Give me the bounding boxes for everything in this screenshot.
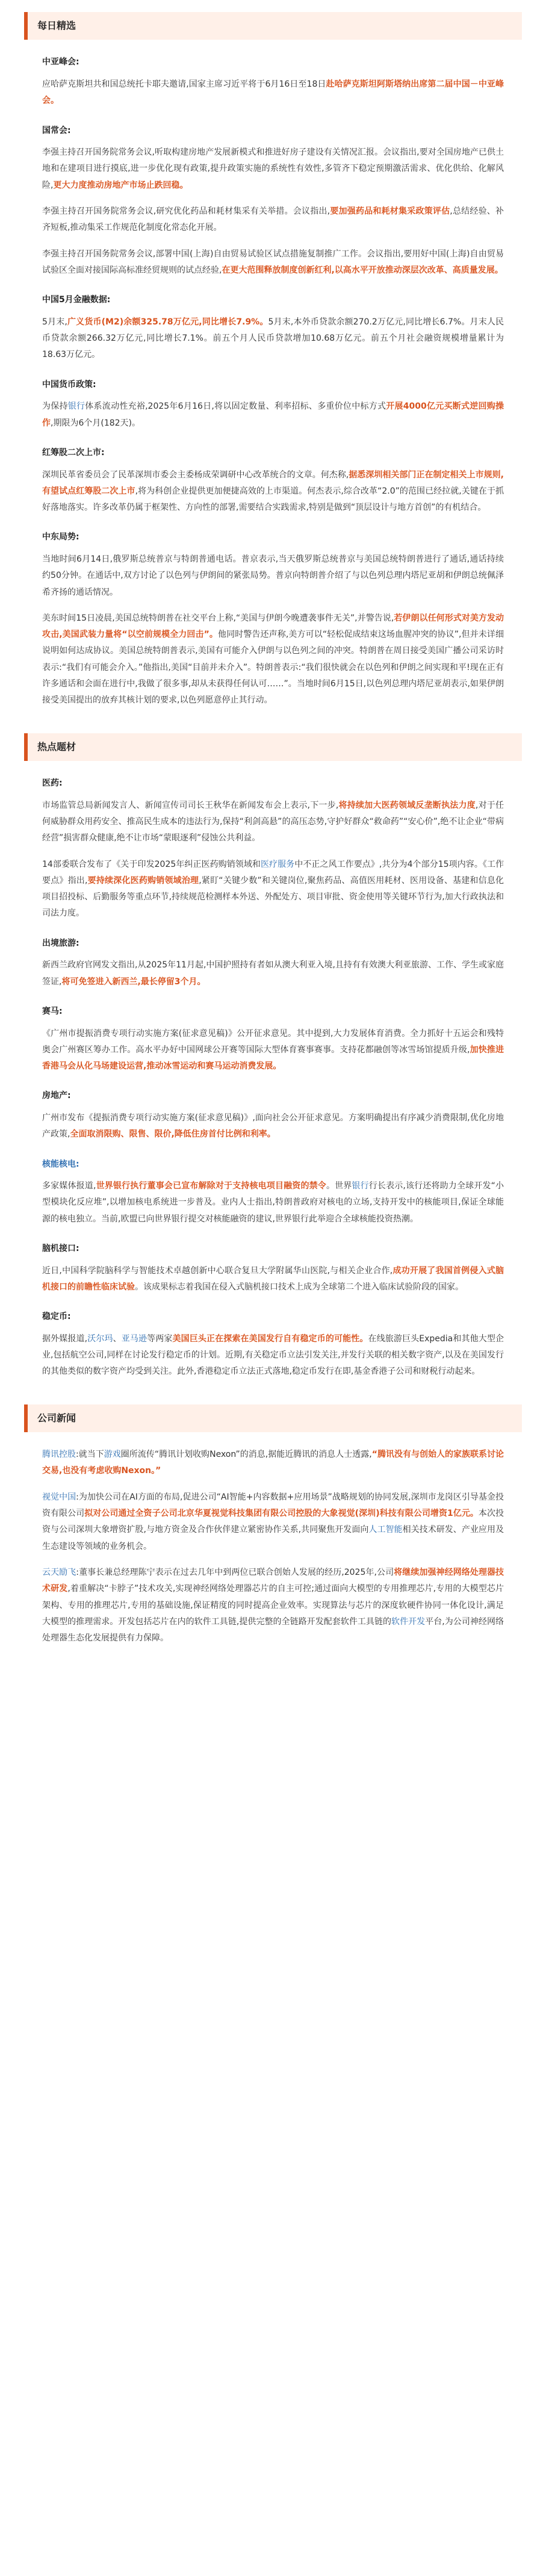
body-text: 在线旅游巨头Expedia和其他大型企业,包括航空公司,同样在讨论发行稳定币的计划。近期,有关稳定币立法引发关注,并发行关联的相关数字资产,以及在美国发行的其他类似的数字资产均受到关注。此外,香港稳定币立法正式落地,稳定币发行在即,基金香港子公司和财税行动起来。 [42,1333,504,1377]
body-text: 李强主持召开国务院常务会议,研究优化药品和耗材集采有关举措。会议指出, [42,206,330,217]
article-paragraph [42,314,504,364]
article-paragraph [42,1489,504,1555]
topic-subtitle: 出境旅游: [42,938,79,948]
highlight-text: 若伊朗以任何形式对美方发动攻击,美国武装力量将“以空前规模全力回击”。 [42,613,504,640]
body-text: 相关技术研发、产业应用及生态建设等领域的业务机会。 [42,1525,504,1551]
article-paragraph [42,467,504,517]
body-text: 广州市发布《提振消费专项行动实施方案(征求意见稿)》,面向社会公开征求意见。方案明确提出有序减少消费限制,优化房地产政策, [42,1113,504,1140]
article-paragraph [42,399,504,432]
article-paragraph [42,1110,504,1143]
stock-link[interactable]: 银行 [67,402,85,412]
body-text: :为加快公司在AI方面的布局,促进公司“AI智能+内容数据+应用场景”战略规划的协同发展,深圳市龙岗区引导基金投资有限公司 [42,1492,504,1519]
stock-link[interactable]: 云天励飞 [42,1567,76,1577]
article-paragraph [42,144,504,194]
article-paragraph [42,1026,504,1075]
article-paragraph [42,1447,504,1480]
body-text: 李强主持召开国务院常务会议,听取构建房地产发展新模式和推进好房子建设有关情况汇报。会议指出,要对全国房地产已供土地和在建项目进行摸底,进一步优化现有政策,提升政策实施的系统性有效性,多管齐下稳定预期激活需求、优化供给、化解风险, [42,147,504,190]
highlight-text: 世界银行执行董事会已宣布解除对于支持核电项目融资的禁令 [96,1181,326,1191]
section-title: 每日精选 [24,12,522,40]
topic-subtitle: 脑机接口: [42,1244,79,1254]
body-text: 美东时间15日凌晨,美国总统特朗普在社交平台上称,“美国与伊朗今晚遭袭事件无关”,并警告说, [42,613,394,623]
highlight-text: 要持续深化医药购销领域治理 [87,875,199,886]
highlight-text: 成功开展了我国首例侵入式脑机接口的前瞻性临床试验 [42,1265,504,1292]
stock-link[interactable]: 亚马逊 [121,1333,147,1344]
article-paragraph [42,957,504,990]
body-text: 14部委联合发布了《关于印发2025年纠正医药购销领域和 [42,859,261,869]
section-spacer [0,1390,546,1404]
body-text: 他同时警告还声称,美方可以“轻松促成结束这场血腥冲突的协议”,但并未详细说明如何达成协议。美国总统特朗普表示,美国有可能介入伊朗与以色列之间的冲突。特朗普在周日接受美国广播公司采访时表示:“我们有可能会介入。”他指出,美国“目前并未介入”。特朗普表示:“我们很快就会在以色列和伊朗之间实现和平!现在正有许多通话和会面在进行中,我做了很多事,却从未获得任何认可……”。当地时间6月15日,以色列总理内塔尼亚胡表示,如果伊朗接受美国提出的放弃其核计划的要求,以色列愿意停止其行动。 [42,630,504,706]
stock-link[interactable]: 医疗服务 [260,859,295,869]
body-text: 本次投资与公司深圳大象增资扩股,与地方资金及合作伙伴建立紧密协作关系,共同聚焦开发面向 [42,1509,504,1535]
topic-subtitle: 核能核电: [42,1159,79,1169]
topic-subtitle: 赛马: [42,1006,63,1016]
highlight-text: 广义货币(M2)余额325.78万亿元,同比增长7.9%。 [67,317,268,327]
highlight-text: 全面取消限购、限售、限价,降低住房首付比例和利率。 [70,1129,276,1140]
highlight-text: 在更大范围释放制度创新红利,以高水平开放推动深层次改革、高质量发展。 [222,265,503,275]
section-title: 公司新闻 [24,1404,522,1432]
body-text: 5月末, [42,317,67,327]
article-paragraph [42,1263,504,1296]
body-text: 近日,中国科学院脑科学与智能技术卓越创新中心联合复旦大学附属华山医院,与相关企业合作, [42,1265,393,1276]
body-text: :董事长兼总经理陈宁表示在过去几年中到两位已联合创始人发展的经历,2025年,公司 [76,1567,394,1577]
highlight-text: 将可免签进入新西兰,最长停留3个月。 [61,976,206,987]
body-text: 体系流动性充裕,2025年6月16日,将以固定数量、利率招标、多重价位中标方式 [85,402,386,412]
body-text: ,总结经验、补齐短板,推动集采工作规范化制度化常态化开展。 [42,206,504,233]
article-paragraph [42,1178,504,1227]
body-text: 、 [113,1333,122,1344]
body-text: 据外媒报道, [42,1333,88,1344]
article-paragraph [42,610,504,709]
body-text: 新西兰政府官网发文指出,从2025年11月起,中国护照持有者如从澳大利亚入境,且持有有效澳大利亚旅游、工作、学生或家庭签证, [42,960,504,987]
highlight-text: 更大力度推动房地产市场止跌回稳。 [53,180,188,190]
body-text: ,对于任何威胁群众用药安全、推高民生成本的违法行为,保持“利剑高悬”的高压态势,守护好群众“救命药”“安心价”,绝不让企业“带病经营”损害群众健康,绝不让市场“蒙眼逐利”侵蚀公共利益。 [42,800,504,843]
article-paragraph [42,203,504,237]
body-text: 平台,为公司神经网络处理器生态化发展提供有力保障。 [42,1616,504,1643]
article-paragraph [42,798,504,847]
article-paragraph [42,551,504,601]
body-text: 。世界 [326,1181,352,1191]
highlight-text: 开展4000亿元买断式逆回购操作 [42,402,504,428]
section-title: 热点题材 [24,733,522,761]
body-text: 李强主持召开国务院常务会议,部署中国(上海)自由贸易试验区试点措施复制推广工作。会议指出,要用好中国(上海)自由贸易试验区全面对接国际高标准经贸规则的试点经验, [42,249,504,275]
article-paragraph [42,1565,504,1646]
highlight-text: 赴哈萨克斯坦阿斯塔纳出席第二届中国－中亚峰会。 [42,79,504,106]
topic-subtitle: 中亚峰会: [42,57,79,67]
topic-subtitle: 中国5月金融数据: [42,295,111,305]
body-text: 等两家 [147,1333,173,1344]
body-text: 应哈萨克斯坦共和国总统托卡耶夫邀请,国家主席习近平将于6月16日至18日 [42,79,326,89]
stock-link[interactable]: 人工智能 [368,1525,403,1535]
topic-subtitle: 房地产: [42,1091,71,1101]
body-text: 为保持 [42,402,68,412]
highlight-text: 美国巨头正在探索在美国发行自有稳定币的可能性。 [172,1333,368,1344]
highlight-text: 拟对公司通过全资子公司北京华夏视觉科技集团有限公司控股的大象视觉(深圳)科技有限公司增资1亿元。 [84,1509,479,1519]
highlight-text: 据悉深圳相关部门正在制定相关上市规则,有望试点红筹股二次上市 [42,470,504,496]
section-spacer [0,719,546,733]
body-text: 圈所流传“腾讯计划收购Nexon”的消息,据能近腾讯的消息人士透露, [120,1450,372,1460]
article-paragraph [42,246,504,279]
body-text: 多家媒体报道, [42,1181,96,1191]
body-text: 深圳民革省委员会了民革深圳市委会主委杨成荣调研中心改革统合的文章。何杰称, [42,470,349,480]
topic-subtitle: 国常会: [42,125,71,135]
stock-link[interactable]: 银行 [352,1181,369,1191]
highlight-text: 要加强药品和耗材集采政策评估 [330,206,450,217]
highlight-text: 将持续加大医药领域反垄断执法力度 [338,800,476,810]
article-paragraph [42,857,504,922]
body-text: ,期限为6个月(182天)。 [51,418,141,428]
body-text: 中不正之风工作要点》,共分为4个部分15项内容。《工作要点》指出, [42,859,504,886]
body-text: ,将为科创企业提供更加便捷高效的上市渠道。何杰表示,综合改革“2.0”的范围已经拉就,关键在于抓好落地落实。许多改革仍属于框架性、方向性的部署,需要结合实践需求,特别是做到“顶层设计与地方首创”的有机结合。 [42,486,504,513]
topic-subtitle: 红筹股二次上市: [42,447,105,458]
stock-link[interactable]: 沃尔玛 [87,1333,113,1344]
body-text: ,着重解决“卡脖子”技术攻关,实现神经网络处理器芯片的自主可控;通过面向大模型的专用推理芯片,专用的大模型芯片架构、专用的推理芯片,专用的基础设施,保证精度的同时提高企业效率。实现算法与芯片的深度软硬件协同一体化设计,满足大模型的推理需求。开发包括芯片在内的软件工具链,提供完整的全链路开发配套软件工具链的 [42,1584,504,1627]
highlight-text: 加快推进香港马会从化马场建设运营,推动冰雪运动和赛马运动消费发展。 [42,1044,504,1072]
body-text: 行长表示,该行还将助力全球开发“小型模块化反应堆”,以增加核电系统进一步普及。业内人士指出,特朗普政府对核电的立场,支持开发中的核能项目,保证全球能源的核电独立。当前,欧盟已向世界银行提交对核能融资的建议,世界银行此举迎合全球核能投资热潮。 [42,1181,504,1224]
stock-link[interactable]: 软件开发 [391,1616,426,1627]
body-text: 。该成果标志着我国在侵入式脑机接口技术上成为全球第二个进入临床试验阶段的国家。 [135,1282,464,1292]
stock-link[interactable]: 视觉中国 [42,1492,76,1502]
article-paragraph [42,1331,504,1380]
body-text: :就当下 [76,1450,104,1460]
body-text: 《广州市提振消费专项行动实施方案(征求意见稿)》公开征求意见。其中提到,大力发展体育消费。全力抓好十五运会和残特奥会广州赛区筹办工作。高水平办好中国网球公开赛等国际大型体育赛事赛事。支持花都融创等冰雪场馆提质升级, [42,1028,504,1055]
topic-subtitle: 中东局势: [42,532,79,542]
article-paragraph [42,76,504,110]
stock-link[interactable]: 游戏 [104,1450,121,1460]
highlight-text: 将继续加强神经网络处理器技术研发 [42,1567,504,1594]
body-text: 5月末,本外币贷款余额270.2万亿元,同比增长6.7%。月末人民币贷款余额266.32万亿元,同比增长7.1%。前五个月人民币贷款增加10.68万亿元。前五个月社会融资规模增量累计为18.63万亿元。 [42,317,504,360]
topic-subtitle: 中国货币政策: [42,379,96,390]
body-text: 当地时间6月14日,俄罗斯总统普京与特朗普通电话。普京表示,当天俄罗斯总统普京与美国总统特朗普进行了通话,通话持续约50分钟。在通话中,双方讨论了以色列与伊朗间的紧张局势。普京向特朗普介绍了与以色列总理内塔尼亚胡和伊朗总统佩泽希齐扬的通话情况。 [42,554,504,597]
stock-link[interactable]: 腾讯控股 [42,1450,76,1460]
highlight-text: “腾讯没有与创始人的家族联系讨论交易,也没有考虑收购Nexon。” [42,1450,504,1476]
topic-subtitle: 稳定币: [42,1312,71,1322]
body-text: ,紧盯“关键少数”和关键岗位,聚焦药品、高值医用耗材、医用设备、基建和信息化项目招投标、后勤服务等重点环节,持续规范检测样本外送、外配处方、项目审批、资金使用等关键环节行为,加大行政执法和司法力度。 [42,875,504,919]
topic-subtitle: 医药: [42,778,63,789]
body-text: 市场监管总局新闻发言人、新闻宣传司司长王秋华在新闻发布会上表示,下一步, [42,800,339,810]
